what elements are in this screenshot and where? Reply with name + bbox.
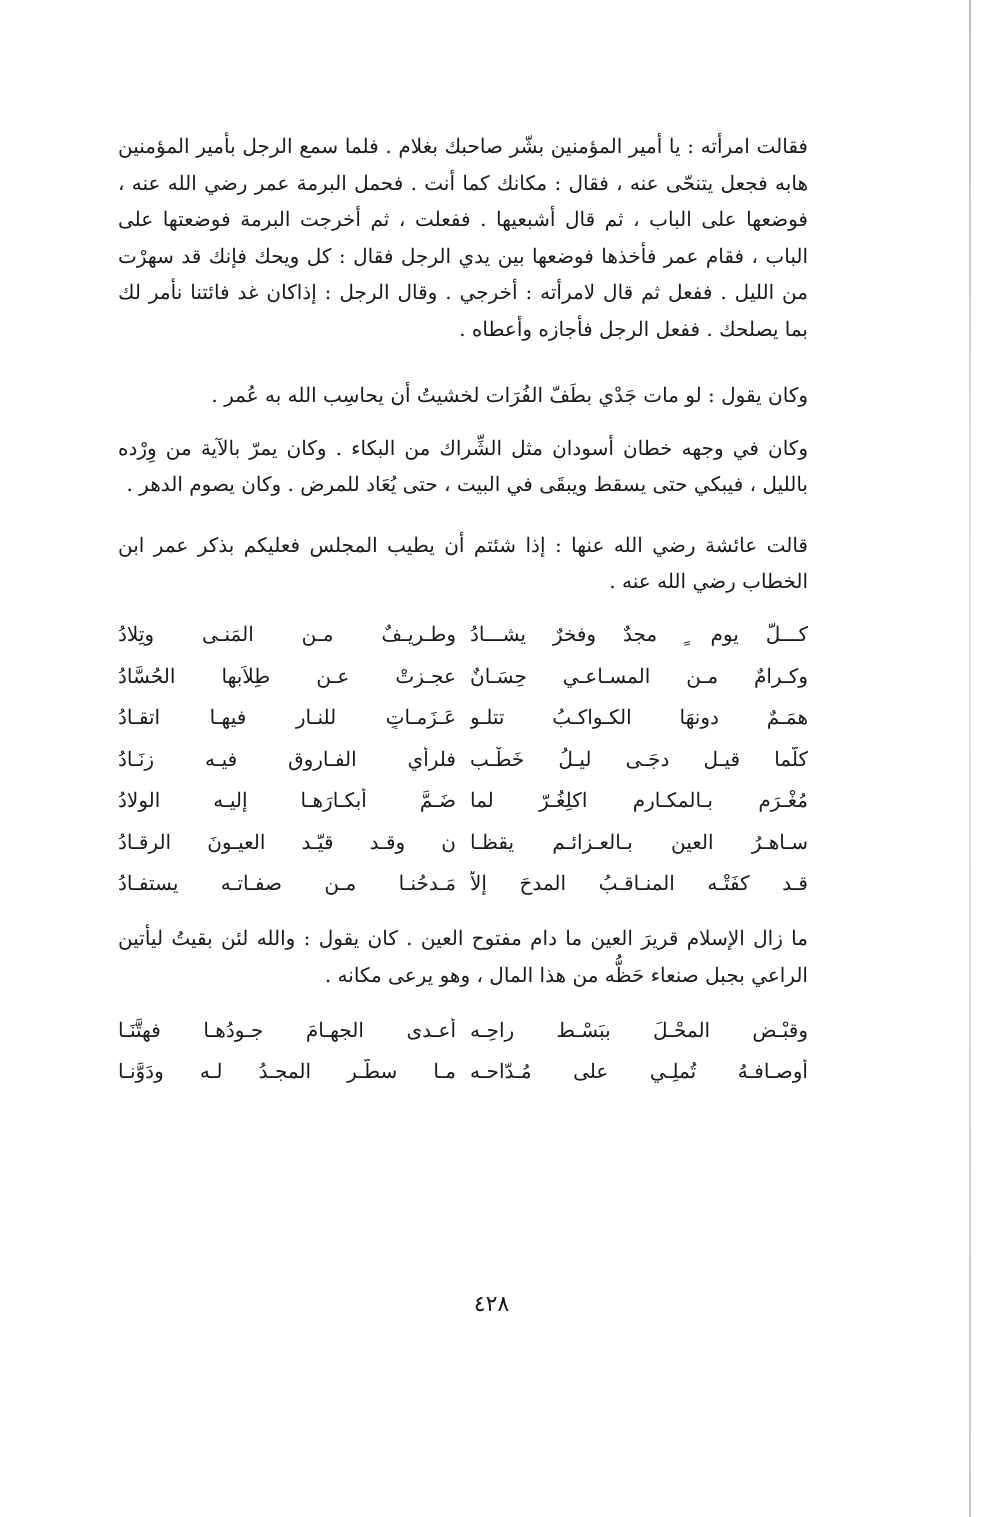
poem-block-2: [118, 1009, 808, 1092]
poem-block-1: [118, 614, 808, 905]
paragraph-saying: وكان يقول : لو مات جَدْي بطَفّ الفُرَات لخشيتُ أن يحاسِب الله به عُمر .: [211, 383, 808, 407]
hemistich-second: مَـدحُنـا مـن صفـاتـه يستفـادُ: [118, 871, 456, 896]
poem-verse: [118, 655, 808, 697]
paragraph-aisha-quote: قالت عائشة رضي الله عنها : إذا شئتم أن يطيب المجلس فعليكم بذكر عمر ابن الخطاب رضي الله عنه .: [118, 532, 808, 593]
page-edge: [969, 0, 971, 1517]
hemistich-second: ن وقـد قيّـد العيـونَ الرقـادُ: [118, 829, 456, 854]
hemistich-first: وكـرامٌ مـن المسـاعـي حِسَـانٌ: [470, 663, 808, 688]
paragraph-description: وكان في وجهه خطان أسودان مثل الشِّراك من البكاء . وكان يمرّ بالآية من وِرْده بالليل ، فيبكي حتى يسقط ويبقَى في البيت ، حتى يُعَاد للمرض . وكان يصوم الدهر .: [118, 435, 808, 496]
hemistich-second: ضَـمَّ أبكـارَهـا إليـه الولادُ: [118, 788, 456, 813]
poem-verse: [118, 697, 808, 739]
poem-verse: [118, 1009, 808, 1051]
hemistich-first: مُغْـرَم بـالمكـارم اكلِغُـرّ لما: [470, 788, 808, 813]
poem-verse: [118, 1051, 808, 1093]
hemistich-first: أوصـافـهُ تُملِـي على مُـدّاحـه: [470, 1059, 808, 1084]
hemistich-first: كـــلَّ يوم ٍ مجدٌ وفخرٌ يشـــادُ: [470, 622, 808, 647]
page-number: ٤٢٨: [473, 1292, 510, 1317]
hemistich-second: مـا سطَّـر المجـدُ لـه ودَوَّنـا: [118, 1059, 456, 1084]
hemistich-first: همَـمٌ دونهَا الكـواكـبُ تتلـو: [470, 705, 808, 730]
hemistich-first: سـاهـرُ العين بـالعـزائـم يقظـا: [470, 829, 808, 854]
poem-verse: [118, 821, 808, 863]
hemistich-first: كلّما قيـل دجَـى ليـلُ خَطْـب: [470, 746, 808, 771]
paragraph-islam-saying: ما زال الإسلام قريرَ العين ما دام مفتوح العين . كان يقول : والله لئن بقيتُ ليأتين الراعي بجبل صنعاء حَظُّه من هذا المال ، وهو يرعى مكانه .: [118, 926, 808, 987]
page-content: [118, 128, 808, 1092]
hemistich-second: عَـزَمـاتٍ للنـار فيهـا اتقـادُ: [118, 705, 456, 730]
hemistich-first: وقبْـض المحْـلَ ببَسْـط راحِـه: [470, 1017, 808, 1042]
paragraph-story: فقالت امرأته : يا أمير المؤمنين بشّر صاحبك بغلام . فلما سمع الرجل بأمير المؤمنين هابه فجعل يتنحّى عنه ، فقال : مكانك كما أنت . فحمل البرمة عمر رضي الله عنه ، فوضعها على الباب ، ثم قال أشبعيها . ففعلت ، ثم أخرجت البرمة فوضعتها على الباب ، فقام عمر فأخذها فوضعها بين يدي الرجل فقال : كل ويحك فإنك قد سهرْت من الليل . ففعل ثم قال لامرأته : أخرجي . وقال الرجل : إذاكان غد فائتنا نأمر لك بما يصلحك . ففعل الرجل فأجازه وأعطاه .: [118, 134, 808, 341]
hemistich-second: فلرأي الفـاروق فيـه زِنَـادُ: [118, 746, 456, 771]
poem-verse: [118, 863, 808, 905]
poem-verse: [118, 738, 808, 780]
poem-verse: [118, 780, 808, 822]
hemistich-second: أعـدى الجهـامَ جـودُهـا فهتَّنَـا: [118, 1017, 456, 1042]
poem-verse: [118, 614, 808, 656]
hemistich-first: قـد كفَتْـه المنـاقـبُ المدحَ إلاّ: [470, 871, 808, 896]
hemistich-second: عجـزتْ عـن طِلاَبها الحُسَّادُ: [118, 663, 456, 688]
hemistich-second: وطـريـفٌ مـن المَنـى وتِلادُ: [118, 622, 456, 647]
